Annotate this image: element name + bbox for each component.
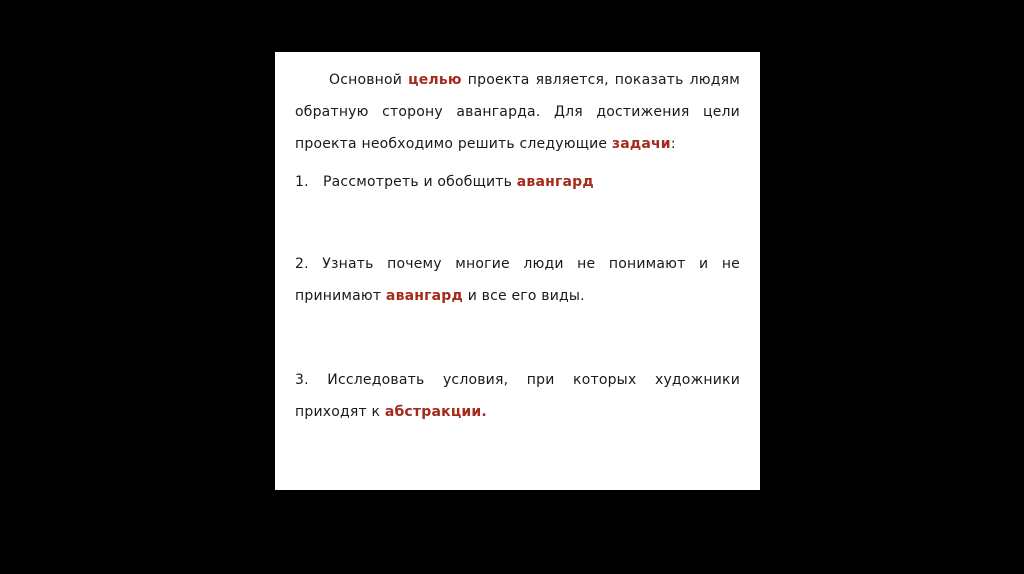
task-number-3: 3. [295, 372, 309, 388]
task-text-2: Узнать почему многие люди не понимают и не принимают [295, 256, 740, 304]
highlight-goal: целью [408, 72, 462, 88]
intro-text-1: Основной [329, 72, 409, 88]
task-item-1 [295, 166, 740, 198]
intro-paragraph [295, 64, 740, 160]
task-number-1: 1. [295, 174, 309, 190]
task-tail-2: и все его виды. [463, 288, 585, 304]
highlight-tasks: задачи [611, 136, 671, 152]
task-highlight-2: авангард [385, 288, 464, 304]
slide-card [275, 52, 760, 490]
task-number-2: 2. [295, 256, 309, 272]
task-item-3 [295, 364, 740, 428]
task-highlight-1: авангард [516, 174, 594, 190]
task-text-1: Рассмотреть и обобщить [323, 174, 517, 190]
task-text-3: Исследовать условия, при которых художники приходят к [295, 372, 740, 420]
intro-text-2: проекта является, показать людям обратную сторону авангарда. Для достижения цели проекта необходимо решить следующие [295, 72, 740, 152]
intro-text-3: : [670, 136, 676, 152]
task-item-2 [295, 248, 740, 312]
task-highlight-3: абстракции. [384, 404, 487, 420]
